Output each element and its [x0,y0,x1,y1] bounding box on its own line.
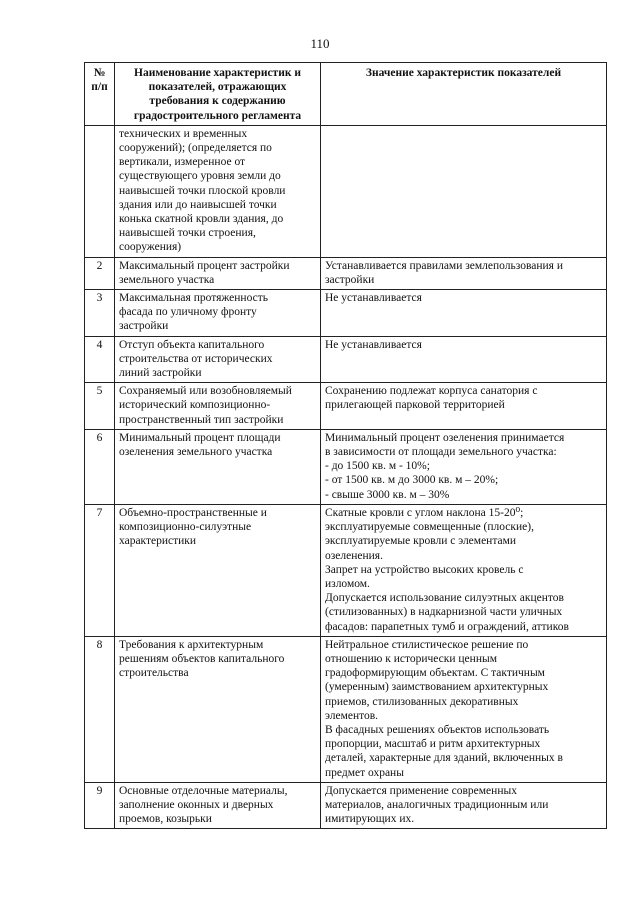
text-line: - до 1500 кв. м - 10%; [325,460,430,473]
text-line: конька скатной кровли здания, до [119,213,284,226]
table-body [85,125,607,829]
characteristic-name [115,257,321,289]
text-line: эксплуатируемые совмещенные (плоские), [325,521,534,534]
text-line: В фасадных решениях объектов использовать [325,723,550,736]
text-line: - от 1500 кв. м до 3000 кв. м – 20%; [325,474,499,487]
row-number: 9 [85,782,115,829]
characteristic-value [321,290,607,337]
characteristic-name [115,504,321,636]
text-line: Объемно-пространственные и [119,506,267,519]
text-line: (стилизованных) в надкарнизной части уличных [325,606,563,619]
page-number: 110 [310,36,330,51]
table-row [85,782,607,829]
characteristic-value [321,257,607,289]
text-line: деталей, характерные для зданий, включенных в [325,752,563,765]
text-line: земельного участка [119,273,215,286]
text-line: сооружения) [119,241,182,254]
text-line: в зависимости от площади земельного участка: [325,446,557,459]
header-num [85,63,115,126]
text-line: приемов, стилизованных декоративных [325,695,519,708]
text-line: фасадов: парапетных тумб и ограждений, аттиков [325,620,569,633]
text-line: материалов, аналогичных традиционным или [325,798,549,811]
text-line: предмет охраны [325,766,404,779]
text-line: Минимальный процент озеленения принимается [325,431,565,444]
header-value [321,63,607,126]
text-line: Требования к архитектурным [119,638,264,651]
row-number: 6 [85,429,115,504]
text-line: Допускается использование силуэтных акцентов [325,592,564,605]
text-line: Не устанавливается [325,338,422,351]
text-line: Сохранению подлежат корпуса санатория с [325,385,538,398]
text-line: озеленения земельного участка [119,446,273,459]
characteristic-value [321,383,607,430]
text-line: пропорции, масштаб и ритм архитектурных [325,738,541,751]
text-line: застройки [325,273,375,286]
table-header-row [85,63,607,126]
text-line: пространственный тип застройки [119,413,284,426]
header-line: градостроительного регламента [133,109,302,122]
text-line: имитирующих их. [325,813,415,826]
table-row [85,504,607,636]
text-line: Не устанавливается [325,292,422,305]
text-line: Сохраняемый или возобновляемый [119,385,292,398]
header-line: № [93,67,106,79]
table-row [85,125,607,257]
text-line: строительства [119,667,189,680]
header-name [115,63,321,126]
header-line: показателей, отражающих [148,81,287,94]
text-line: вертикали, измеренное от [119,156,246,169]
text-line: эксплуатируемые кровли с элементами [325,535,517,548]
row-number: 2 [85,257,115,289]
text-line: Скатные кровли с углом наклона 15-20⁰; [325,506,524,519]
table-row [85,290,607,337]
characteristic-name [115,383,321,430]
characteristic-name [115,290,321,337]
table-row [85,257,607,289]
table-row [85,336,607,383]
text-line: фасада по уличному фронту [119,306,257,319]
row-number: 5 [85,383,115,430]
characteristic-name [115,429,321,504]
row-number: 3 [85,290,115,337]
text-line: Максимальный процент застройки [119,259,290,272]
text-line: Отступ объекта капитального [119,338,265,351]
text-line: линий застройки [119,367,202,380]
row-number: 7 [85,504,115,636]
text-line: градоформирующим объектам. С тактичным [325,667,545,680]
text-line: прилегающей парковой территорией [325,399,505,412]
text-line: здания или до наивысшей точки [119,198,277,211]
row-number: 4 [85,336,115,383]
table-row [85,429,607,504]
text-line: сооружений); (определяется по [119,142,272,155]
characteristic-name [115,782,321,829]
header-line: требования к содержанию [149,95,286,108]
characteristic-value [321,125,607,257]
text-line: элементов. [325,709,379,722]
text-line: Запрет на устройство высоких кровель с [325,563,524,576]
text-line: строительства от исторических [119,352,273,365]
characteristic-value [321,504,607,636]
characteristic-value [321,782,607,829]
text-line: Нейтральное стилистическое решение по [325,638,529,651]
text-line: - свыше 3000 кв. м – 30% [325,488,450,501]
text-line: (умеренным) заимствованием архитектурных [325,681,549,694]
text-line: технических и временных [119,127,248,140]
text-line: Минимальный процент площади [119,431,281,444]
text-line: отношению к исторически ценным [325,652,497,665]
text-line: наивысшей точки плоской кровли [119,184,286,197]
characteristic-name [115,125,321,257]
characteristic-value [321,636,607,782]
text-line: Максимальная протяженность [119,292,268,305]
table-row [85,383,607,430]
characteristic-value [321,429,607,504]
text-line: Допускается применение современных [325,784,517,797]
header-line: Значение характеристик показателей [365,67,562,79]
text-line: Основные отделочные материалы, [119,784,288,797]
text-line: характеристики [119,535,197,548]
characteristic-name [115,336,321,383]
characteristic-value [321,336,607,383]
table-row [85,636,607,782]
text-line: композиционно-силуэтные [119,521,252,534]
text-line: Устанавливается правилами землепользования и [325,259,563,272]
text-line: заполнение оконных и дверных [119,798,274,811]
text-line: существующего уровня земли до [119,170,281,183]
regulation-table [84,62,607,829]
text-line: исторический композиционно- [119,399,271,412]
header-line: п/п [91,81,108,94]
text-line: решениям объектов капитального [119,652,285,665]
text-line: изломом. [325,577,370,590]
characteristic-name [115,636,321,782]
text-line: проемов, козырьки [119,813,212,826]
header-line: Наименование характеристик и [134,67,301,79]
text-line: застройки [119,320,169,333]
row-number [85,125,115,257]
row-number: 8 [85,636,115,782]
text-line: наивысшей точки строения, [119,227,256,240]
text-line: озеленения. [325,549,383,562]
